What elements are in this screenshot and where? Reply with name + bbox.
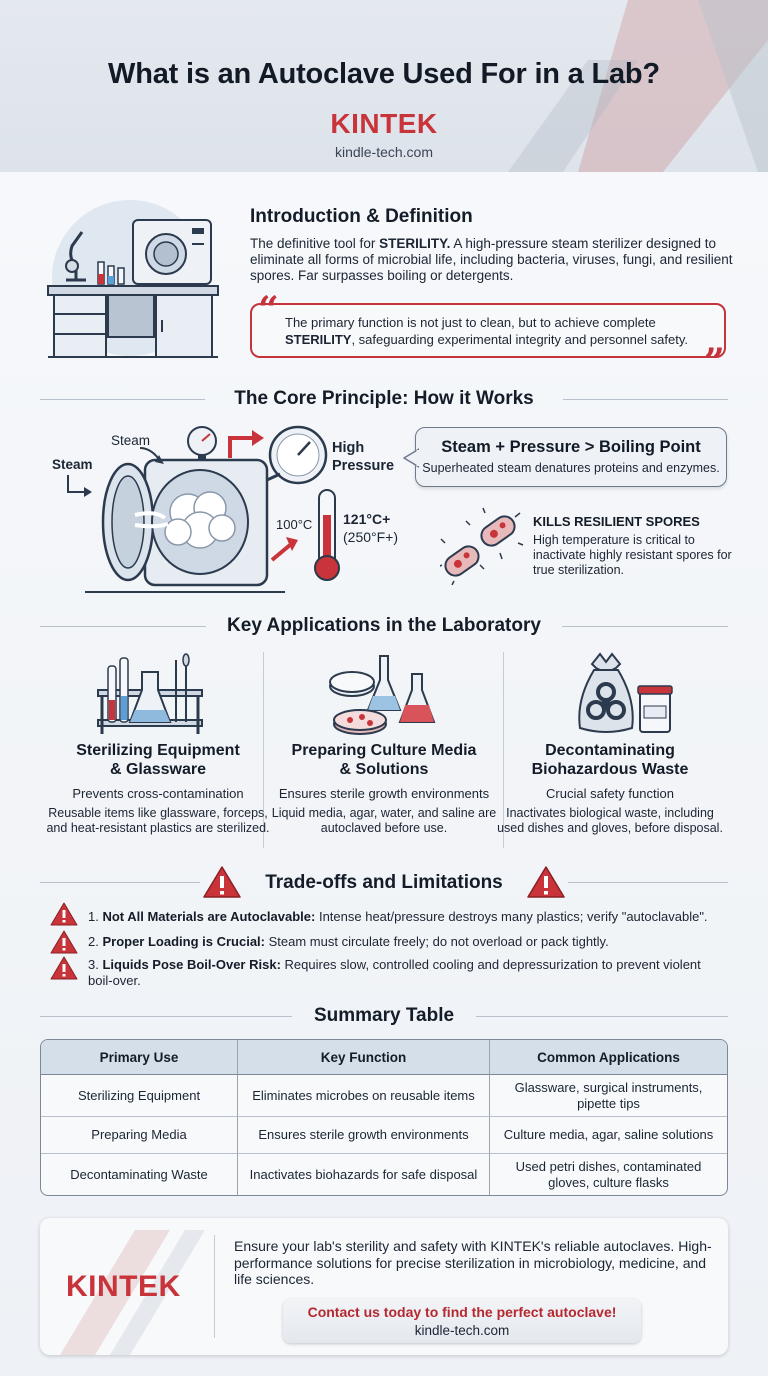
lab-bench-autoclave-illustration [38,200,223,365]
table-row [41,1075,727,1116]
open-quote-icon: “ [258,289,279,331]
warning-icon [50,930,78,954]
footer-logo-text: KINTEK [66,1270,181,1303]
intro-title: Introduction & Definition [250,206,473,227]
tradeoffs-heading: Trade-offs and Limitations [265,872,503,893]
app-3-title: Decontaminating Biohazardous Waste [531,742,689,778]
principle-callout [415,427,727,487]
contact-cta-url[interactable]: kindle-tech.com [414,1323,510,1338]
table-cell: Used petri dishes, contaminated gloves, culture flasks [489,1153,727,1195]
table-cell: Decontaminating Waste [41,1153,237,1195]
applications-heading: Key Applications in the Laboratory [227,615,541,636]
footer-kintek-logo [66,1270,181,1304]
label-steam-top: Steam [111,433,151,448]
app-2-subtitle: Ensures sterile growth environments [278,786,490,801]
column-header: Key Function [237,1040,489,1075]
label-steam-left: Steam [52,457,93,472]
quote-text: The primary function is not just to clean, but to achieve complete STERILITY, safeguarding experimental integrity and personnel safety. [285,315,688,347]
bacteria-spore-icon [440,505,525,585]
table-cell: Culture media, agar, saline solutions [489,1116,727,1153]
spore-title: KILLS RESILIENT SPORES [533,514,700,529]
callout-subtitle: Superheated steam denatures proteins and enzymes. [422,461,720,475]
culture-media-icon [322,650,442,735]
app-2-text: Liquid media, agar, water, and saline are autoclaved before use. [271,806,497,835]
glassware-rack-icon [90,650,210,735]
intro-sterility-emphasis: STERILITY. [379,236,451,251]
biohazard-waste-icon [566,650,686,735]
label-high: High [332,440,365,456]
contact-cta-title[interactable]: Contact us today to find the perfect autoclave! [307,1304,617,1320]
label-121c: 121°C+ [343,511,391,527]
core-principle-heading: The Core Principle: How it Works [234,388,534,409]
footer-text: Ensure your lab's sterility and safety with KINTEK's reliable autoclaves. High-performance solutions for precise sterilization in microbiology, medicine, and life sciences. [234,1238,712,1287]
table-cell: Inactivates biohazards for safe disposal [237,1153,489,1195]
close-quote-icon: ” [704,341,725,383]
app-1-title: Sterilizing Equipment & Glassware [76,742,240,778]
tradeoff-item-1: 1. Not All Materials are Autoclavable: Intense heat/pressure destroys many plastics; verify "autoclavable". [88,909,708,924]
app-1-subtitle: Prevents cross-contamination [72,786,244,801]
tradeoff-item-3: 3. Liquids Pose Boil-Over Risk: Requires slow, controlled cooling and depressurization to prevent violent boil-over. [88,957,701,988]
app-2-title: Preparing Culture Media & Solutions [291,742,477,778]
app-3-subtitle: Crucial safety function [546,786,674,801]
table-header-row [41,1040,727,1075]
warning-icon [50,902,78,926]
app-1-text: Reusable items like glassware, forceps, and heat-resistant plastics are sterilized. [46,806,270,835]
intro-text: The definitive tool for STERILITY. A high-pressure steam sterilizer designed to eliminate all forms of microbial life, including bacteria, viruses, fungi, and resilient spores. Far surpasses boiling or detergents. [250,236,733,283]
summary-heading: Summary Table [313,1005,455,1026]
kintek-logo [0,108,768,140]
tradeoff-item-2: 2. Proper Loading is Crucial: Steam must circulate freely; do not overload or pack tightly. [88,934,609,949]
label-100c: 100°C [276,517,313,532]
column-header: Primary Use [41,1040,237,1075]
callout-title: Steam + Pressure > Boiling Point [441,438,701,456]
table-row [41,1116,727,1153]
table-cell: Sterilizing Equipment [77,1087,201,1103]
table-cell: Glassware, surgical instruments, pipette tips [489,1075,727,1116]
table-cell: Preparing Media [41,1116,237,1153]
summary-table [40,1039,728,1196]
footer-divider [214,1235,215,1338]
table-cell: Ensures sterile growth environments [237,1116,489,1153]
label-pressure: Pressure [332,458,395,474]
table-cell: Eliminates microbes on reusable items [237,1075,489,1116]
page-title: What is an Autoclave Used For in a Lab? [108,58,660,90]
column-header: Common Applications [489,1040,727,1075]
spore-text: High temperature is critical to inactivate highly resistant spores for true sterilization. [533,533,732,577]
header-website: kindle-tech.com [334,144,434,160]
warning-icon [50,956,78,980]
table-row [41,1153,727,1195]
label-250f: (250°F+) [343,529,399,545]
logo-text: KINTEK [330,108,438,139]
app-3-text: Inactivates biological waste, including used dishes and gloves, before disposal. [497,806,723,835]
